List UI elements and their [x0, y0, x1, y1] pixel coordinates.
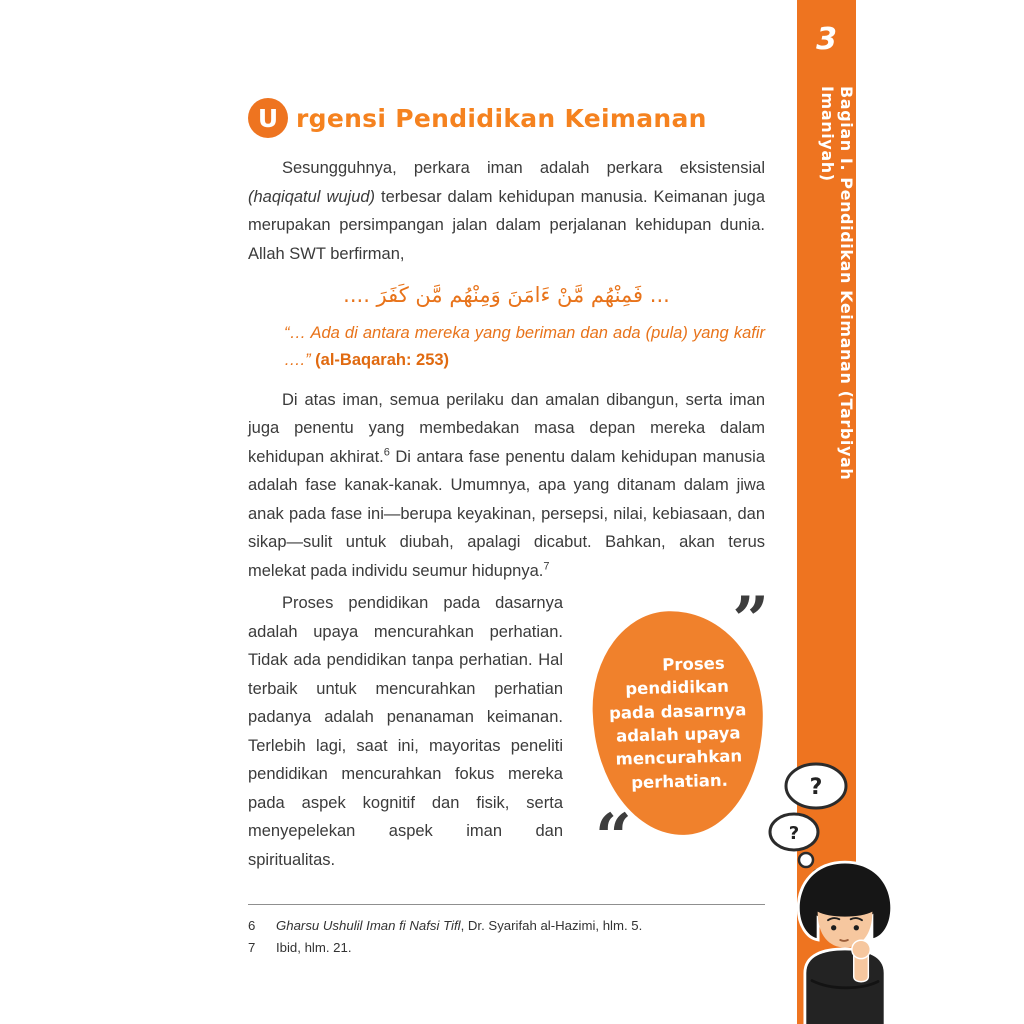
footnote-7	[248, 937, 765, 959]
paragraph-1-lead: Sesungguhnya, perkara iman adalah perkara eksistensial	[282, 159, 765, 177]
paragraph-1-italic-term: (haqiqatul wujud)	[248, 187, 376, 206]
paragraph-3-text: Proses pendidikan pada dasarnya adalah upaya mencurahkan perhatian. Tidak ada pendidikan tanpa perhatian. Hal terbaik untuk mencurahkan perhatian padanya adalah penanaman keimanan. Terlebih lagi, saat ini, mayoritas peneliti pendidikan mencurahkan fokus mereka pada aspek kognitif dan fisik, serta menyepelekan aspek iman dan spiritualitas.	[248, 594, 563, 869]
pull-quote-text: Proses pendidikan pada dasarnya adalah upaya mencurahkan perhatian.	[608, 653, 747, 793]
footnote-marker-7: 7	[543, 560, 550, 572]
footnote-rest: , Dr. Syarifah al-Hazimi, hlm. 5.	[460, 918, 643, 933]
paragraph-3	[248, 583, 769, 875]
footnote-number: 7	[248, 939, 256, 955]
thinking-boy-illustration	[774, 856, 916, 1024]
chapter-heading	[248, 98, 765, 138]
footnote-marker-6: 6	[383, 446, 390, 458]
paragraph-2-part1: Di atas iman, semua perilaku dan amalan dibangun, serta iman juga penentu yang membedakan masa depan mereka dalam kehidupan akhirat.	[248, 390, 765, 466]
paragraph-2-part2: Di antara fase penentu dalam kehidupan manusia adalah fase kanak-kanak. Umumnya, apa yang ditanam dalam jiwa anak pada fase ini—berupa keyakinan, persepsi, nilai, kebiasaan, dan sikap—sulit untuk diubah, apalagi dicabut. Bahkan, akan terus melekat pada individu seumur hidupnya.	[248, 447, 765, 580]
quran-verse-arabic: ... فَمِنْهُم مَّنْ ءَامَنَ وَمِنْهُم مَّن كَفَرَ ....	[343, 283, 670, 307]
paragraph-1-rest: terbesar dalam kehidupan manusia. Keimanan juga merupakan persimpangan jalan dalam perjalanan kehidupan dunia. Allah SWT berfirman,	[248, 187, 765, 263]
footnote-number: 6	[248, 918, 256, 933]
pull-quote-callout	[575, 583, 769, 875]
paragraph-1	[248, 154, 765, 268]
footnote-text	[276, 937, 352, 959]
heading-initial-badge: U	[248, 98, 288, 138]
thinking-boy-icon	[774, 856, 916, 1024]
page-number: 3	[816, 22, 837, 57]
close-quote-icon: ”	[732, 583, 769, 658]
chapter-vertical-label: Bagian I. Pendidikan Keimanan (Tarbiyah Imaniyah)	[818, 86, 856, 481]
footnote-title-italic: Gharsu Ushulil Iman fi Nafsi Tifl	[276, 918, 461, 933]
svg-text:?: ?	[809, 775, 823, 800]
footnote-text	[276, 915, 642, 937]
svg-text:?: ?	[788, 823, 800, 844]
heading-text: rgensi Pendidikan Keimanan	[296, 103, 707, 133]
open-quote-icon: “	[595, 799, 632, 875]
paragraph-2	[248, 386, 765, 586]
verse-translation	[284, 320, 765, 374]
main-text-column	[248, 98, 769, 959]
footnote-6	[248, 915, 765, 937]
footnote-rest: Ibid, hlm. 21.	[276, 939, 352, 955]
verse-translation-text: “… Ada di antara mereka yang beriman dan ada (pula) yang kafir ….”	[284, 323, 765, 369]
footnotes	[248, 904, 765, 959]
verse-reference: (al-Baqarah: 253)	[315, 350, 450, 369]
